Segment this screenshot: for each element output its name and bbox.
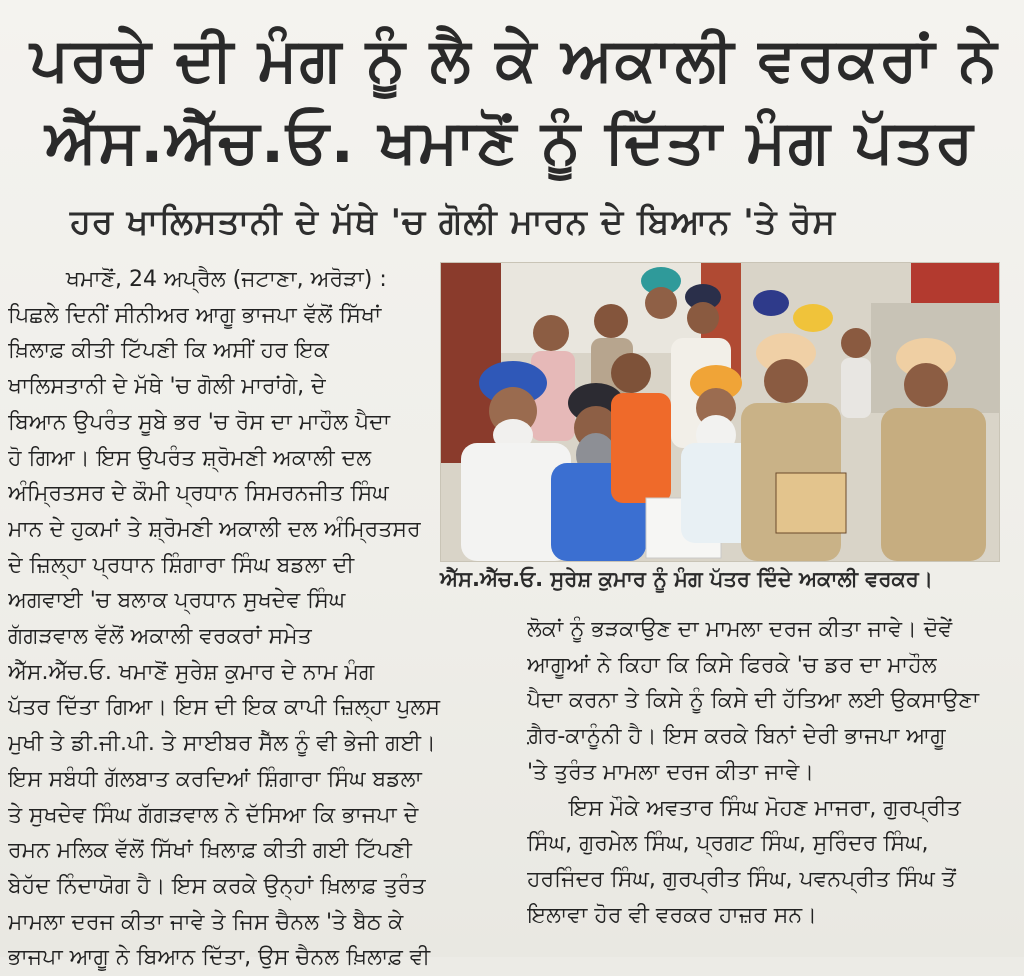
body-line: ਮਾਮਲਾ ਦਰਜ ਕੀਤਾ ਜਾਵੇ ਤੇ ਜਿਸ ਚੈਨਲ 'ਤੇ ਬੈਠ ਕੇ (8, 909, 404, 935)
subheadline: ਹਰ ਖਾਲਿਸਤਾਨੀ ਦੇ ਮੱਥੇ 'ਚ ਗੋਲੀ ਮਾਰਨ ਦੇ ਬਿਆਨ 'ਤੇ ਰੋਸ (70, 202, 837, 242)
body-line: ਐੱਸ.ਐੱਚ.ਓ. ਖਮਾਣੋਂ ਸੁਰੇਸ਼ ਕੁਮਾਰ ਦੇ ਨਾਮ ਮੰਗ (8, 659, 375, 685)
body-line: ਇਲਾਵਾ ਹੋਰ ਵੀ ਵਰਕਰ ਹਾਜ਼ਰ ਸਨ। (527, 902, 817, 928)
body-line: ਇਸ ਮੌਕੇ ਅਵਤਾਰ ਸਿੰਘ ਮੋਹਣ ਮਾਜਰਾ, ਗੁਰਪ੍ਰੀਤ (569, 795, 961, 821)
news-photo (440, 262, 1000, 562)
news-photo-illustration (441, 263, 999, 561)
article-right-column (527, 612, 1017, 933)
body-line: ਪੱਤਰ ਦਿੱਤਾ ਗਿਆ। ਇਸ ਦੀ ਇਕ ਕਾਪੀ ਜ਼ਿਲ੍ਹਾ ਪੁਲਸ (8, 695, 441, 721)
body-line: ਹੋ ਗਿਆ। ਇਸ ਉਪਰੰਤ ਸ਼੍ਰੋਮਣੀ ਅਕਾਲੀ ਦਲ (8, 445, 372, 471)
body-line: ਗ਼ੈਰ-ਕਾਨੂੰਨੀ ਹੈ। ਇਸ ਕਰਕੇ ਬਿਨਾਂ ਦੇਰੀ ਭਾਜਪਾ ਆਗੂ (527, 724, 946, 750)
body-line: ਬੇਹੱਦ ਨਿੰਦਾਯੋਗ ਹੈ। ਇਸ ਕਰਕੇ ਉਨ੍ਹਾਂ ਖ਼ਿਲਾਫ਼ ਤੁਰੰਤ (8, 873, 426, 899)
body-line: ਖ਼ਿਲਾਫ਼ ਕੀਤੀ ਟਿੱਪਣੀ ਕਿ ਅਸੀਂ ਹਰ ਇਕ (8, 338, 329, 364)
body-line: ਹਰਜਿੰਦਰ ਸਿੰਘ, ਗੁਰਪ੍ਰੀਤ ਸਿੰਘ, ਪਵਨਪ੍ਰੀਤ ਸਿੰਘ ਤੋਂ (527, 866, 956, 892)
body-line: ਲੋਕਾਂ ਨੂੰ ਭੜਕਾਉਣ ਦਾ ਮਾਮਲਾ ਦਰਜ ਕੀਤਾ ਜਾਵੇ। ਦੋਵੇਂ (527, 617, 953, 642)
body-line: ਭਾਜਪਾ ਆਗੂ ਨੇ ਬਿਆਨ ਦਿੱਤਾ, ਉਸ ਚੈਨਲ ਖ਼ਿਲਾਫ਼ ਵੀ (8, 945, 431, 971)
body-line: ਬਿਆਨ ਉਪਰੰਤ ਸੂਬੇ ਭਰ 'ਚ ਰੋਸ ਦਾ ਮਾਹੌਲ ਪੈਦਾ (8, 409, 390, 435)
body-line: ਤੇ ਸੁਖਦੇਵ ਸਿੰਘ ਗੱਗੜਵਾਲ ਨੇ ਦੱਸਿਆ ਕਿ ਭਾਜਪਾ ਦੇ (8, 802, 419, 828)
body-line: ਇਸ ਸਬੰਧੀ ਗੱਲਬਾਤ ਕਰਦਿਆਂ ਸ਼ਿੰਗਾਰਾ ਸਿੰਘ ਬਡਲਾ (8, 766, 422, 792)
dateline: ਖਮਾਣੋਂ, 24 ਅਪ੍ਰੈਲ (ਜਟਾਣਾ, ਅਰੋੜਾ) : (66, 267, 387, 292)
body-line: ਆਗੂਆਂ ਨੇ ਕਿਹਾ ਕਿ ਕਿਸੇ ਫਿਰਕੇ 'ਚ ਡਰ ਦਾ ਮਾਹੌਲ (527, 652, 937, 678)
body-line: ਰਮਨ ਮਲਿਕ ਵੱਲੋਂ ਸਿੱਖਾਂ ਖ਼ਿਲਾਫ਼ ਕੀਤੀ ਗਈ ਟਿੱਪਣੀ (8, 838, 412, 864)
body-line: ਖਾਲਿਸਤਾਨੀ ਦੇ ਮੱਥੇ 'ਚ ਗੋਲੀ ਮਾਰਾਂਗੇ, ਦੇ (8, 374, 326, 400)
body-line: ਪਿਛਲੇ ਦਿਨੀਂ ਸੀਨੀਅਰ ਆਗੂ ਭਾਜਪਾ ਵੱਲੋਂ ਸਿੱਖਾਂ (8, 302, 382, 328)
body-line: ਅਗਵਾਈ 'ਚ ਬਲਾਕ ਪ੍ਰਧਾਨ ਸੁਖਦੇਵ ਸਿੰਘ (8, 588, 346, 614)
body-line: ਮੁਖੀ ਤੇ ਡੀ.ਜੀ.ਪੀ. ਤੇ ਸਾਈਬਰ ਸੈੱਲ ਨੂੰ ਵੀ ਭੇਜੀ ਗਈ। (8, 731, 436, 757)
photo-caption: ਐੱਸ.ਐੱਚ.ਓ. ਸੁਰੇਸ਼ ਕੁਮਾਰ ਨੂੰ ਮੰਗ ਪੱਤਰ ਦਿੰਦੇ ਅਕਾਲੀ ਵਰਕਰ। (440, 567, 933, 591)
headline-line-1: ਪਰਚੇ ਦੀ ਮੰਗ ਨੂੰ ਲੈ ਕੇ ਅਕਾਲੀ ਵਰਕਰਾਂ ਨੇ (30, 25, 999, 95)
body-line: ਸਿੰਘ, ਗੁਰਮੇਲ ਸਿੰਘ, ਪ੍ਰਗਟ ਸਿੰਘ, ਸੁਰਿੰਦਰ ਸਿੰਘ, (527, 831, 929, 857)
body-line: ਅੰਮ੍ਰਿਤਸਰ ਦੇ ਕੌਮੀ ਪ੍ਰਧਾਨ ਸਿਮਰਨਜੀਤ ਸਿੰਘ (8, 481, 389, 507)
body-line: ਮਾਨ ਦੇ ਹੁਕਮਾਂ ਤੇ ਸ਼੍ਰੋਮਣੀ ਅਕਾਲੀ ਦਲ ਅੰਮ੍ਰਿਤਸਰ (8, 516, 421, 542)
body-line: ਗੱਗੜਵਾਲ ਵੱਲੋਂ ਅਕਾਲੀ ਵਰਕਰਾਂ ਸਮੇਤ (8, 624, 312, 650)
body-line: ਦੇ ਜ਼ਿਲ੍ਹਾ ਪ੍ਰਧਾਨ ਸ਼ਿੰਗਾਰਾ ਸਿੰਘ ਬਡਲਾ ਦੀ (8, 552, 355, 578)
headline-line-2: ਐੱਸ.ਐੱਚ.ਓ. ਖਮਾਣੋਂ ਨੂੰ ਦਿੱਤਾ ਮੰਗ ਪੱਤਰ (45, 107, 975, 177)
body-line: 'ਤੇ ਤੁਰੰਤ ਮਾਮਲਾ ਦਰਜ ਕੀਤਾ ਜਾਵੇ। (527, 759, 815, 785)
body-line: ਪੈਦਾ ਕਰਨਾ ਤੇ ਕਿਸੇ ਨੂੰ ਕਿਸੇ ਦੀ ਹੱਤਿਆ ਲਈ ਉਕਸਾਉਣਾ (527, 688, 979, 714)
